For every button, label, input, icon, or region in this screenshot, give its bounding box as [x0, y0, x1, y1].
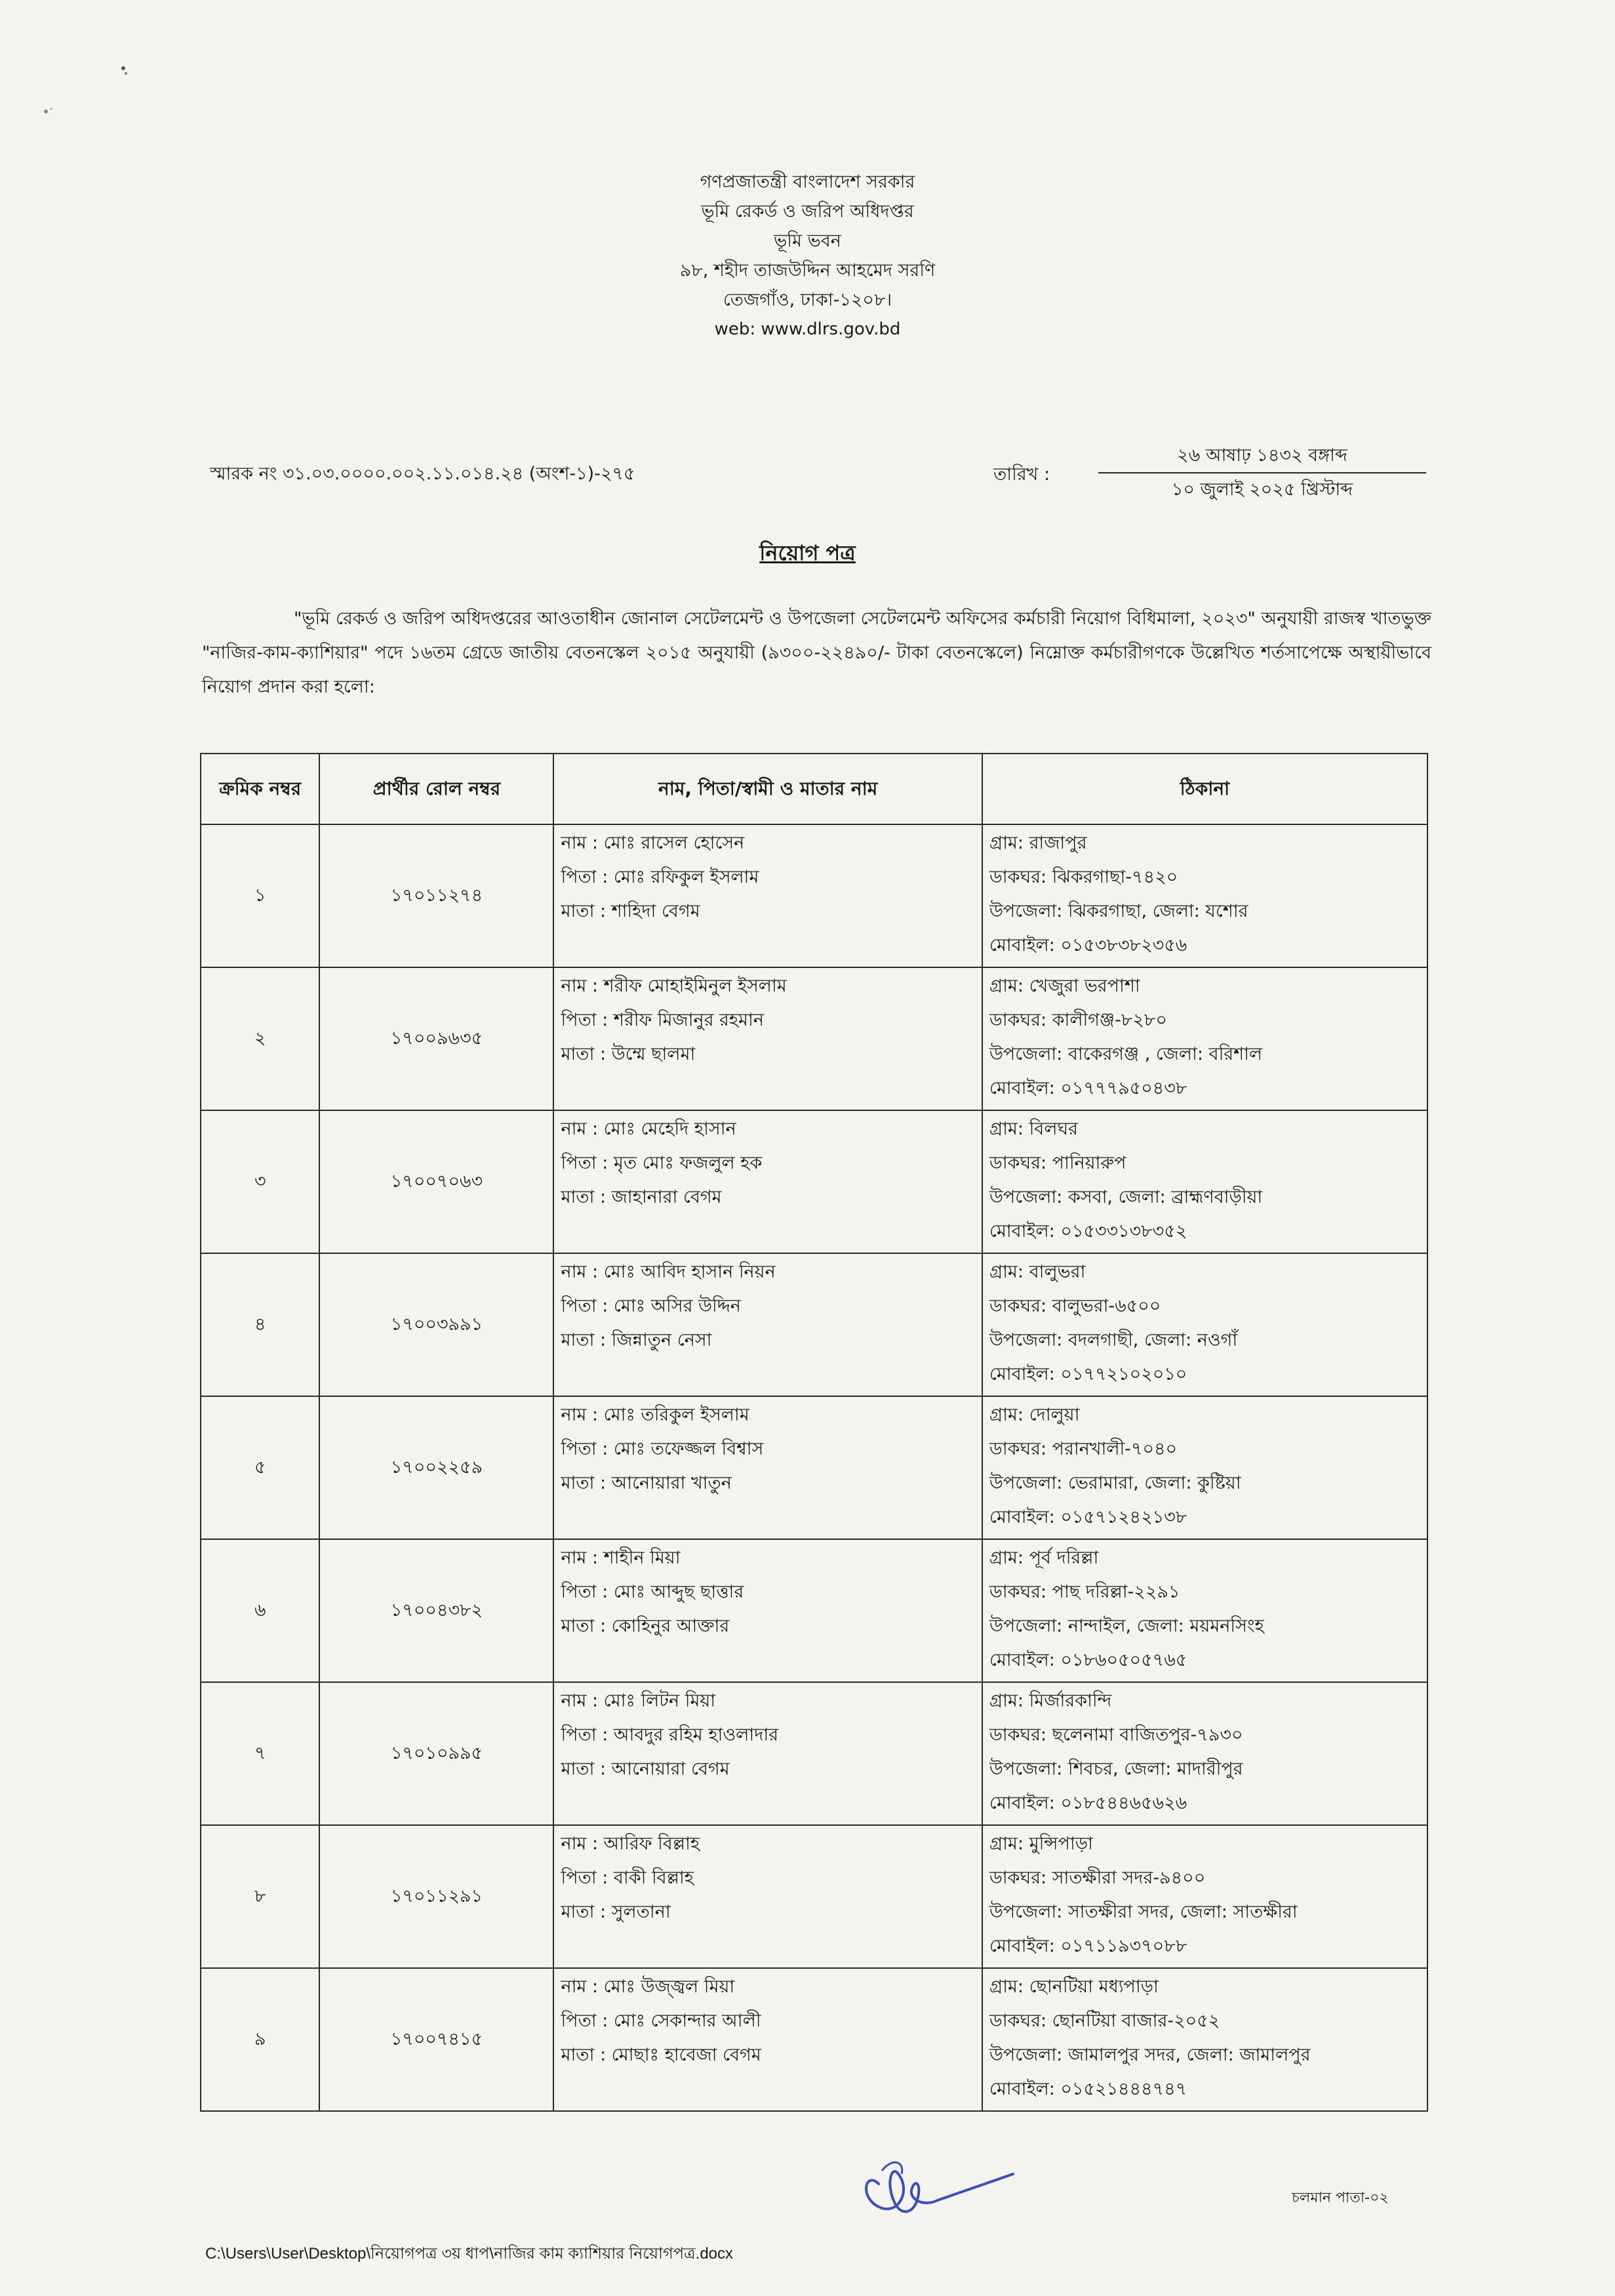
father-name: পিতা : মোঃ অসির উদ্দিন [561, 1296, 741, 1316]
roll-cell: ১৭০১১২৯১ [319, 1825, 553, 1968]
mother-name: মাতা : উম্মে ছালমা [561, 1044, 696, 1064]
father-name: পিতা : বাকী বিল্লাহ [561, 1868, 694, 1888]
mobile-number: মোবাইল: ০১৫৭১২৪২১৩৮ [989, 1507, 1187, 1527]
village: গ্রাম: দোলুয়া [989, 1405, 1080, 1425]
village: গ্রাম: পূর্ব দরিল্লা [989, 1548, 1099, 1568]
post-office: ডাকঘর: ছোনটিয়া বাজার-২০৫২ [989, 2011, 1220, 2031]
upazila-district: উপজেলা: কসবা, জেলা: ব্রাহ্মণবাড়ীয়া [989, 1187, 1263, 1207]
letter-title: নিয়োগ পত্র [759, 540, 856, 565]
names-cell [553, 1396, 982, 1539]
father-name: পিতা : মোঃ আব্দুছ ছাত্তার [561, 1582, 744, 1602]
candidate-name: নাম : মোঃ তরিকুল ইসলাম [561, 1405, 749, 1425]
names-cell [553, 1110, 982, 1253]
table-row [201, 1968, 1427, 2111]
letterhead [0, 167, 1615, 344]
candidate-name: নাম : মোঃ আবিদ হাসান নিয়ন [561, 1262, 776, 1282]
roll-cell: ১৭০১০৯৯৫ [319, 1682, 553, 1825]
mobile-number: মোবাইল: ০১৫২১৪৪৪৭৪৭ [989, 2079, 1187, 2099]
father-name: পিতা : আবদুর রহিম হাওলাদার [561, 1725, 779, 1745]
header-roll: প্রার্থীর রোল নম্বর [319, 754, 553, 824]
roll-cell: ১৭০০৭৪১৫ [319, 1968, 553, 2111]
candidate-name: নাম : শাহীন মিয়া [561, 1548, 681, 1568]
upazila-district: উপজেলা: ঝিকরগাছা, জেলা: যশোর [989, 901, 1248, 921]
post-office: ডাকঘর: পানিয়ারুপ [989, 1153, 1127, 1173]
post-office: ডাকঘর: বালুভরা-৬৫০০ [989, 1296, 1161, 1316]
upazila-district: উপজেলা: জামালপুর সদর, জেলা: জামালপুর [989, 2045, 1311, 2065]
mobile-number: মোবাইল: ০১৭১১৯৩৭০৮৮ [989, 1936, 1187, 1956]
names-cell [553, 1539, 982, 1682]
department-name: ভূমি রেকর্ড ও জরিপ অধিদপ্তর [701, 201, 914, 222]
signature [852, 2145, 1023, 2230]
village: গ্রাম: মুন্সিপাড়া [989, 1834, 1093, 1854]
roll-cell: ১৭০০৯৬৩৫ [319, 967, 553, 1110]
mobile-number: মোবাইল: ০১৮৫৪৪৬৫৬২৬ [989, 1793, 1187, 1813]
roll-cell: ১৭০০৪৩৮২ [319, 1539, 553, 1682]
roll-cell: ১৭০০৩৯৯১ [319, 1253, 553, 1396]
upazila-district: উপজেলা: নান্দাইল, জেলা: ময়মনসিংহ [989, 1616, 1264, 1636]
header-address: ঠিকানা [982, 754, 1427, 824]
mother-name: মাতা : সুলতানা [561, 1902, 671, 1922]
address-cell [982, 1968, 1427, 2111]
father-name: পিতা : মোঃ সেকান্দার আলী [561, 2011, 761, 2031]
candidate-name: নাম : আরিফ বিল্লাহ [561, 1834, 700, 1854]
building-name: ভূমি ভবন [774, 231, 841, 251]
address-cell [982, 1682, 1427, 1825]
roll-cell: ১৭০০২২৫৯ [319, 1396, 553, 1539]
upazila-district: উপজেলা: সাতক্ষীরা সদর, জেলা: সাতক্ষীরা [989, 1902, 1298, 1922]
serial-cell: ২ [201, 967, 319, 1110]
roll-cell: ১৭০০৭০৬৩ [319, 1110, 553, 1253]
address-cell [982, 1253, 1427, 1396]
file-path: C:\Users\User\Desktop\নিয়োগপত্র ৩য় ধাপ\নাজির কাম ক্যাশিয়ার নিয়োগপত্র.docx [205, 2245, 734, 2263]
candidate-name: নাম : শরীফ মোহাইমিনুল ইসলাম [561, 976, 787, 996]
address-cell [982, 1396, 1427, 1539]
post-office: ডাকঘর: কালীগঞ্জ-৮২৮০ [989, 1010, 1167, 1030]
table-row [201, 1539, 1427, 1682]
father-name: পিতা : শরীফ মিজানুর রহমান [561, 1010, 764, 1030]
post-office: ডাকঘর: পাছ দরিল্লা-২২৯১ [989, 1582, 1180, 1602]
upazila-district: উপজেলা: বদলগাছী, জেলা: নওগাঁ [989, 1330, 1238, 1350]
names-cell [553, 1682, 982, 1825]
address-cell [982, 1825, 1427, 1968]
mother-name: মাতা : জিন্নাতুন নেসা [561, 1330, 712, 1350]
date-values [1098, 439, 1426, 506]
serial-cell: ৭ [201, 1682, 319, 1825]
table-row [201, 967, 1427, 1110]
running-page-label: চলমান পাতা-০২ [1292, 2190, 1389, 2206]
mother-name: মাতা : শাহিদা বেগম [561, 901, 700, 921]
street-address: ৯৮, শহীদ তাজউদ্দিন আহমেদ সরণি [679, 260, 936, 281]
address-cell [982, 824, 1427, 967]
upazila-district: উপজেলা: বাকেরগঞ্জ , জেলা: বরিশাল [989, 1044, 1263, 1064]
address-cell [982, 1110, 1427, 1253]
letter-body: "ভূমি রেকর্ড ও জরিপ অধিদপ্তরের আওতাধীন জোনাল সেটেলমেন্ট ও উপজেলা সেটেলমেন্ট অফিসের কর্মচারী নিয়োগ বিধিমালা, ২০২৩" অনুযায়ী রাজস্ব খাতভুক্ত "নাজির-কাম-ক্যাশিয়ার" পদে ১৬তম গ্রেডে জাতীয় বেতনস্কেল ২০১৫ অনুযায়ী (৯৩০০-২২৪৯০/- টাকা বেতনস্কেলে) নিম্নোক্ত কর্মচারীগণকে উল্লেখিত শর্তসাপেক্ষে অস্থায়ীভাবে নিয়োগ প্রদান করা হলো: [202, 609, 1431, 697]
table-row [201, 1682, 1427, 1825]
mobile-number: মোবাইল: ০১৫৩৮৩৮২৩৫৬ [989, 935, 1187, 956]
father-name: পিতা : মোঃ রফিকুল ইসলাম [561, 867, 759, 887]
post-office: ডাকঘর: পরানখালী-৭০৪০ [989, 1439, 1178, 1459]
appointee-table [200, 753, 1428, 2112]
serial-cell: ৬ [201, 1539, 319, 1682]
date-english: ১০ জুলাই ২০২৫ খ্রিস্টাব্দ [1171, 479, 1353, 500]
govt-name: গণপ্রজাতন্ত্রী বাংলাদেশ সরকার [700, 172, 915, 192]
candidate-name: নাম : মোঃ মেহেদি হাসান [561, 1119, 736, 1139]
village: গ্রাম: মির্জারকান্দি [989, 1691, 1112, 1711]
address-cell [982, 1539, 1427, 1682]
serial-cell: ৫ [201, 1396, 319, 1539]
village: গ্রাম: বিলঘর [989, 1119, 1078, 1139]
names-cell [553, 824, 982, 967]
upazila-district: উপজেলা: শিবচর, জেলা: মাদারীপুর [989, 1759, 1243, 1779]
upazila-district: উপজেলা: ভেরামারা, জেলা: কুষ্টিয়া [989, 1473, 1241, 1493]
memo-number: স্মারক নং ৩১.০৩.০০০০.০০২.১১.০১৪.২৪ (অংশ-১)-২৭৫ [210, 464, 635, 484]
serial-cell: ৮ [201, 1825, 319, 1968]
candidate-name: নাম : মোঃ উজ্জ্বল মিয়া [561, 1977, 735, 1997]
date-bangla: ২৬ আষাঢ় ১৪৩২ বঙ্গাব্দ [1098, 439, 1426, 473]
village: গ্রাম: রাজাপুর [989, 833, 1087, 853]
serial-cell: ৩ [201, 1110, 319, 1253]
mobile-number: মোবাইল: ০১৮৬০৫০৫৭৬৫ [989, 1650, 1187, 1670]
candidate-name: নাম : মোঃ রাসেল হোসেন [561, 833, 745, 853]
table-row [201, 1825, 1427, 1968]
table-row [201, 1253, 1427, 1396]
father-name: পিতা : মোঃ তফেজ্জল বিশ্বাস [561, 1439, 764, 1459]
website: web: www.dlrs.gov.bd [714, 319, 901, 339]
mobile-number: মোবাইল: ০১৭৭৭৯৫০৪৩৮ [989, 1078, 1187, 1098]
mobile-number: মোবাইল: ০১৫৩৩১৩৮৩৫২ [989, 1221, 1187, 1241]
names-cell [553, 1253, 982, 1396]
father-name: পিতা : মৃত মোঃ ফজলুল হক [561, 1153, 763, 1173]
mother-name: মাতা : কোহিনুর আক্তার [561, 1616, 730, 1636]
table-row [201, 1396, 1427, 1539]
table-row [201, 824, 1427, 967]
mother-name: মাতা : আনোয়ারা বেগম [561, 1759, 730, 1779]
post-office: ডাকঘর: সাতক্ষীরা সদর-৯৪০০ [989, 1868, 1206, 1888]
names-cell [553, 967, 982, 1110]
serial-cell: ৪ [201, 1253, 319, 1396]
date-label: তারিখ : [993, 464, 1050, 485]
city-address: তেজগাঁও, ঢাকা-১২০৮। [723, 290, 892, 310]
names-cell [553, 1825, 982, 1968]
village: গ্রাম: বালুভরা [989, 1262, 1086, 1282]
village: গ্রাম: খেজুরা ভরপাশা [989, 976, 1140, 996]
table-body [201, 824, 1427, 2111]
table-header-row [201, 754, 1427, 824]
scan-specks [39, 59, 131, 131]
address-cell [982, 967, 1427, 1110]
mother-name: মাতা : আনোয়ারা খাতুন [561, 1473, 732, 1493]
table-row [201, 1110, 1427, 1253]
post-office: ডাকঘর: ছলেনামা বাজিতপুর-৭৯৩০ [989, 1725, 1243, 1745]
post-office: ডাকঘর: ঝিকরগাছা-৭৪২০ [989, 867, 1178, 887]
mother-name: মাতা : জাহানারা বেগম [561, 1187, 722, 1207]
serial-cell: ১ [201, 824, 319, 967]
candidate-name: নাম : মোঃ লিটন মিয়া [561, 1691, 716, 1711]
header-serial: ক্রমিক নম্বর [201, 754, 319, 824]
village: গ্রাম: ছোনটিয়া মধ্যপাড়া [989, 1977, 1159, 1997]
header-names: নাম, পিতা/স্বামী ও মাতার নাম [553, 754, 982, 824]
mobile-number: মোবাইল: ০১৭৭২১০২০১০ [989, 1364, 1187, 1384]
mother-name: মাতা : মোছাঃ হাবেজা বেগম [561, 2045, 761, 2065]
serial-cell: ৯ [201, 1968, 319, 2111]
roll-cell: ১৭০১১২৭৪ [319, 824, 553, 967]
names-cell [553, 1968, 982, 2111]
